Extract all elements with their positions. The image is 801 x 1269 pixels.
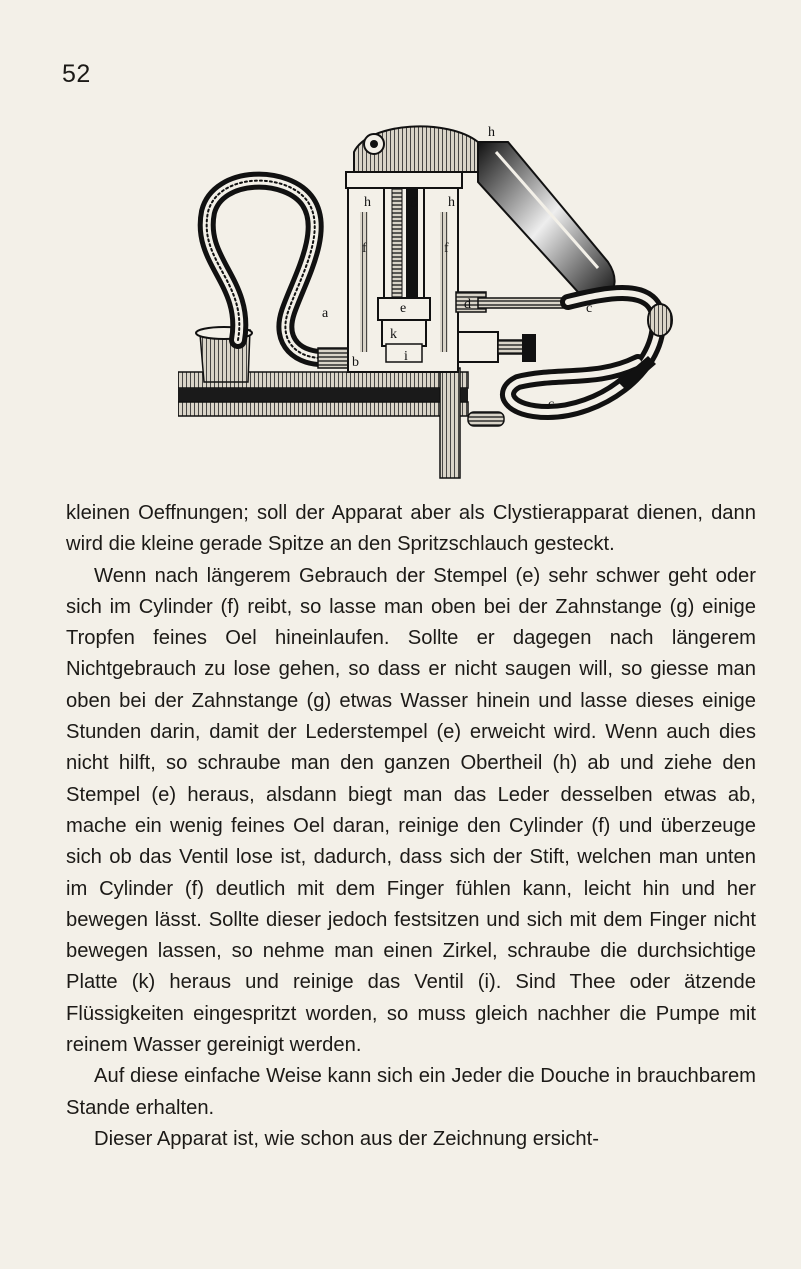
apparatus-engraving xyxy=(178,112,690,482)
label-g: g xyxy=(410,193,417,208)
page-number: 52 xyxy=(62,60,91,88)
label-h-top: h xyxy=(488,125,495,140)
label-i: i xyxy=(404,349,408,364)
label-f-right: f xyxy=(444,241,449,256)
label-e: e xyxy=(400,301,407,316)
label-h-left: h xyxy=(364,195,371,210)
pump-cylinder xyxy=(346,152,462,372)
label-f-left: f xyxy=(362,241,367,256)
label-a: a xyxy=(322,306,329,321)
pump-apparatus-illustration xyxy=(178,112,690,482)
paragraph-next: Dieser Apparat ist, wie schon aus der Zeichnung ersicht- xyxy=(94,1127,599,1150)
label-d: d xyxy=(464,297,471,312)
label-c-lower: c xyxy=(548,397,555,412)
paragraph-maintenance: Wenn nach längerem Gebrauch der Stempel (e) sehr schwer geht oder sich im Cylinder (f) reibt, so lasse man oben bei der Zahnstange (g) einige Tropfen feines Oel hineinlaufen. Sollte er dagegen nach längerem Nichtgebrauch zu lose gehen, so dass er nicht saugen will, so giesse man oben bei der Zahnstange (g) etwas Wasser hinein und lasse dieses einige Stunden darin, damit der Lederstempel (e) erweicht wird. Wenn auch dies nicht hilft, so schraube man den ganzen Obertheil (h) ab und ziehe den Stempel (e) heraus, alsdann biegt man das Leder desselben etwas ab, mache ein wenig feines Oel daran, reinige den Cylinder (f) und überzeuge sich ob das Ventil lose ist, dadurch, dass sich der Stift, welchen man unten im Cylinder (f) deutlich mit dem Finger fühlen kann, leicht hin und her bewegen lässt. Sollte dieser jedoch festsitzen und sich mit dem Finger nicht bewegen lassen, so nehme man einen Zirkel, schraube die durchsichtige Platte (k) heraus und reinige das Ventil (i). Sind Thee oder ätzende Flüssigkeiten eingespritzt worden, so muss gleich nachher die Pumpe mit reinem Wasser gereinigt werden. xyxy=(66,564,756,1057)
label-c-upper: c xyxy=(586,301,593,316)
paragraph-summary: Auf diese einfache Weise kann sich ein Jeder die Douche in brauchbarem Stande erhalten. xyxy=(66,1065,756,1119)
body-text xyxy=(66,498,756,1155)
label-k: k xyxy=(390,327,397,342)
label-h-right: h xyxy=(448,195,455,210)
label-b: b xyxy=(352,355,359,370)
paragraph-continuation: kleinen Oeffnungen; soll der Apparat aber als Clystierapparat dienen, dann wird die kleine gerade Spitze an den Spritzschlauch gesteckt. xyxy=(66,502,756,556)
lever-handle xyxy=(478,142,615,300)
base-board xyxy=(178,368,468,478)
